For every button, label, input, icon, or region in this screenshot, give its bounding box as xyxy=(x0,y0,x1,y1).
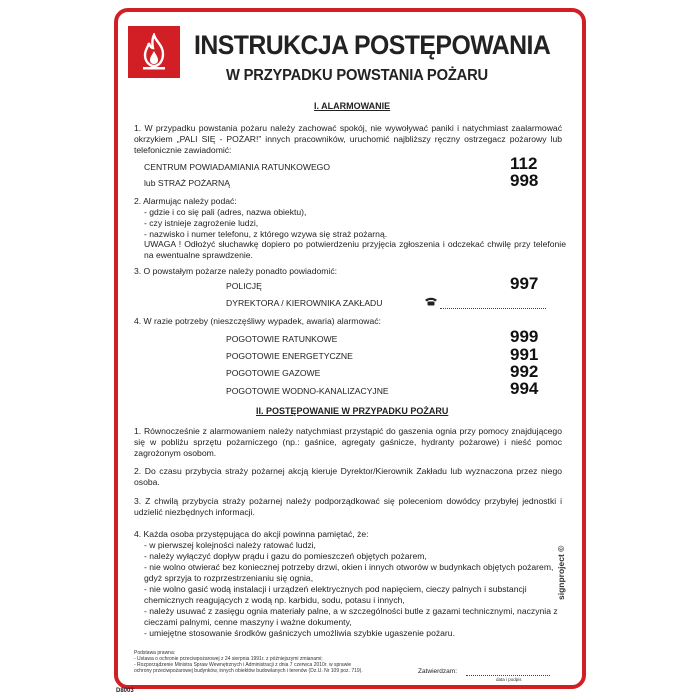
signature-caption: data i podpis xyxy=(496,677,522,682)
alarm-warning: UWAGA ! Odłożyć słuchawkę dopiero po potwierdzeniu przyjęcia zgłoszenia i odczekać chwilę przy telefonie na ewentualne sprawdzenie. xyxy=(144,239,566,261)
section-heading-procedure: II. POSTĘPOWANIE W PRZYPADKU POŻARU xyxy=(256,406,449,416)
signature-line xyxy=(466,675,550,676)
alarm-item-2-line: - nazwisko i numer telefonu, z którego wzywa się straż pożarną. xyxy=(144,229,388,239)
fire-icon xyxy=(137,33,171,71)
legal-line: - Rozporządzenie Ministra Spraw Wewnętrznych i Administracji z dnia 7 czerwca 2010r. w sprawie xyxy=(134,662,352,668)
procedure-item-4-line: - umiejętne stosowanie środków gaśniczych umożliwia szybkie ugaszenie pożaru. xyxy=(144,628,455,638)
service-number: 991 xyxy=(510,345,539,364)
approved-label: Zatwierdzam: xyxy=(418,668,458,675)
legal-title: Podstawa prawna: xyxy=(134,650,176,656)
page-subtitle: W PRZYPADKU POWSTANIA POŻARU xyxy=(226,67,488,84)
director-label: DYREKTORA / KIEROWNIKA ZAKŁADU xyxy=(226,298,383,308)
procedure-item-4-line: - w pierwszej kolejności należy ratować ludzi, xyxy=(144,540,316,550)
alarm-item-2-line: - czy istnieje zagrożenie ludzi, xyxy=(144,218,259,228)
brand-mark: signproject © xyxy=(556,545,566,600)
fire-icon-box xyxy=(128,26,180,78)
section-heading-alarm: I. ALARMOWANIE xyxy=(314,101,391,111)
procedure-item-2: 2. Do czasu przybycia straży pożarnej akcją kieruje Dyrektor/Kierownik Zakładu lub wyznaczona przez niego osoba. xyxy=(134,466,562,488)
procedure-item-1: 1. Równocześnie z alarmowaniem należy natychmiast przystąpić do gaszenia ognia przy pomocy znajdującego się w pobliżu sprzętu pożarniczego (np.: gaśnice, agregaty gaśnicze, hydranty pożarowe) i nieść pomoc zagrożonym osobom. xyxy=(134,426,562,459)
police-label: POLICJĘ xyxy=(226,281,262,291)
alarm-item-3-intro: 3. O powstałym pożarze należy ponadto powiadomić: xyxy=(134,266,338,276)
alarm-item-4-intro: 4. W razie potrzeby (nieszczęśliwy wypadek, awaria) alarmować: xyxy=(134,316,381,326)
procedure-item-4-line: - należy wyłączyć dopływ prądu i gazu do pomieszczeń objętych pożarem, xyxy=(144,551,427,561)
contact-label-998: lub STRAŻ POŻARNĄ xyxy=(144,178,230,188)
legal-line: ochrony przeciwpożarowej budynków, innych obiektów budowlanych i terenów (Dz.U. Nr 109 poz. 719). xyxy=(134,668,363,674)
service-number: 992 xyxy=(510,362,539,381)
service-label: POGOTOWIE WODNO-KANALIZACYJNE xyxy=(226,386,389,396)
service-label: POGOTOWIE ENERGETYCZNE xyxy=(226,351,353,361)
alarm-item-1: 1. W przypadku powstania pożaru należy zachować spokój, nie wywoływać paniki i natychmiast zaalarmować okrzykiem „PALI SIĘ - POŻAR!” innych pracowników, uruchomić najbliższy ręczny ostrzegacz pożarowy lub telefonicznie zawiadomić: xyxy=(134,123,562,156)
director-phone-line xyxy=(440,308,546,309)
service-number: 994 xyxy=(510,379,539,398)
procedure-item-4-line: - nie wolno gasić wodą instalacji i urządzeń elektrycznych pod napięciem, cieczy palnych i substancji chemicznych reagujących z wodą np. karbidu, sodu, potasu i innych, xyxy=(144,584,527,606)
police-number: 997 xyxy=(510,274,539,293)
procedure-item-4-line: - nie wolno otwierać bez koniecznej potrzeby drzwi, okien i innych otworów w budynkach objętych pożarem, gdyż sprzyja to rozprzestrzenianiu się ognia, xyxy=(144,562,554,584)
procedure-item-4-intro: 4. Każda osoba przystępująca do akcji powinna pamiętać, że: xyxy=(134,529,369,539)
alarm-item-2-intro: 2. Alarmując należy podać: xyxy=(134,196,237,206)
page-title: INSTRUKCJA POSTĘPOWANIA xyxy=(194,30,551,60)
legal-line: - Ustawa o ochronie przeciwpożarowej z 24 sierpnia 1991r. z późniejszymi zmianami; xyxy=(134,656,323,662)
service-label: POGOTOWIE RATUNKOWE xyxy=(226,334,338,344)
alarm-item-2-line: - gdzie i co się pali (adres, nazwa obiektu), xyxy=(144,207,307,217)
procedure-item-4-line: - należy usuwać z zasięgu ognia materiały palne, a w szczególności butle z gazami technicznymi, naczynia z cieczami palnymi, cenne maszyny i ważne dokumenty, xyxy=(144,606,558,628)
service-number: 999 xyxy=(510,327,539,346)
contact-label-112: CENTRUM POWIADAMIANIA RATUNKOWEGO xyxy=(144,162,331,172)
procedure-item-3: 3. Z chwilą przybycia straży pożarnej należy podporządkować się poleceniom dowódcy przybyłej jednostki i udzielić niezbędnych informacji. xyxy=(134,496,562,518)
contact-number-998: 998 xyxy=(510,171,539,190)
product-code: D8003 xyxy=(116,688,134,694)
contact-number-112: 112 xyxy=(510,154,538,173)
phone-icon xyxy=(424,297,438,306)
service-label: POGOTOWIE GAZOWE xyxy=(226,368,321,378)
